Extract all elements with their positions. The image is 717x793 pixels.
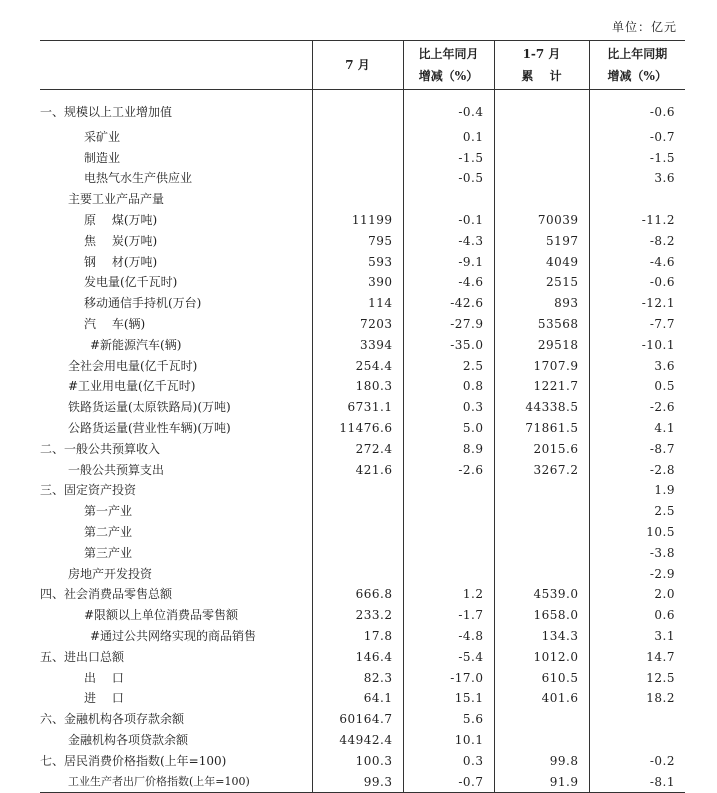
value-cumulative: 99.8 <box>494 751 589 772</box>
value-cumulative: 53568 <box>494 314 589 335</box>
value-cumulative-yoy: -8.7 <box>589 439 685 460</box>
value-month: 233.2 <box>312 605 403 626</box>
value-cumulative-yoy: -4.6 <box>589 252 685 273</box>
table-row <box>40 688 685 709</box>
value-month <box>312 90 403 127</box>
value-cumulative <box>494 709 589 730</box>
value-month: 114 <box>312 293 403 314</box>
value-month-yoy: 0.3 <box>403 751 494 772</box>
table-row <box>40 772 685 793</box>
value-cumulative: 1707.9 <box>494 356 589 377</box>
table-row <box>40 647 685 668</box>
value-month: 7203 <box>312 314 403 335</box>
table-row <box>40 751 685 772</box>
value-cumulative-yoy: 12.5 <box>589 668 685 689</box>
value-cumulative: 70039 <box>494 210 589 231</box>
row-label: 采矿业 <box>84 129 121 144</box>
value-cumulative: 4049 <box>494 252 589 273</box>
value-month: 390 <box>312 272 403 293</box>
table-row <box>40 605 685 626</box>
unit-label: 单位：亿元 <box>611 20 677 34</box>
row-label: 五、进出口总额 <box>40 649 125 664</box>
value-month-yoy: -4.3 <box>403 231 494 252</box>
value-cumulative-yoy: -11.2 <box>589 210 685 231</box>
header-cumulative-yoy <box>589 41 685 90</box>
value-month <box>312 480 403 501</box>
value-cumulative: 44338.5 <box>494 397 589 418</box>
value-cumulative: 134.3 <box>494 626 589 647</box>
value-cumulative: 401.6 <box>494 688 589 709</box>
value-cumulative <box>494 730 589 751</box>
header-indicator <box>40 41 312 90</box>
row-label: #工业用电量(亿千瓦时) <box>68 379 196 394</box>
table-row <box>40 293 685 314</box>
table-row <box>40 543 685 564</box>
value-month-yoy: -0.4 <box>403 90 494 127</box>
row-label: 出 口 <box>84 670 124 685</box>
value-month-yoy <box>403 543 494 564</box>
value-month: 99.3 <box>312 772 403 793</box>
header-month-yoy-line2: 增减（%） <box>418 69 479 83</box>
value-cumulative-yoy: -3.8 <box>589 543 685 564</box>
value-month-yoy: -27.9 <box>403 314 494 335</box>
value-cumulative-yoy: 1.9 <box>589 480 685 501</box>
row-label: 二、一般公共预算收入 <box>40 441 161 456</box>
value-cumulative-yoy: -12.1 <box>589 293 685 314</box>
header-month-label: 7 月 <box>345 58 370 72</box>
value-cumulative: 1221.7 <box>494 376 589 397</box>
value-month-yoy: -9.1 <box>403 252 494 273</box>
row-label: 一般公共预算支出 <box>68 462 165 477</box>
value-cumulative: 3267.2 <box>494 460 589 481</box>
table-row <box>40 376 685 397</box>
table-row <box>40 480 685 501</box>
value-month-yoy: 0.1 <box>403 127 494 148</box>
table-row <box>40 397 685 418</box>
row-label: 焦 炭(万吨) <box>84 233 158 248</box>
value-month-yoy: -2.6 <box>403 460 494 481</box>
value-cumulative: 610.5 <box>494 668 589 689</box>
value-cumulative-yoy: -0.2 <box>589 751 685 772</box>
value-month-yoy: 2.5 <box>403 356 494 377</box>
header-cumulative-line1: 1-7 月 <box>522 47 561 61</box>
header-month-yoy <box>403 41 494 90</box>
value-month <box>312 501 403 522</box>
table-row <box>40 168 685 189</box>
header-cumulative <box>494 41 589 90</box>
value-month: 100.3 <box>312 751 403 772</box>
row-label: 金融机构各项贷款余额 <box>68 732 189 747</box>
value-month-yoy <box>403 564 494 585</box>
header-month <box>312 41 403 90</box>
table-row <box>40 501 685 522</box>
table-row <box>40 127 685 148</box>
value-cumulative-yoy: -0.6 <box>589 90 685 127</box>
value-cumulative: 2015.6 <box>494 439 589 460</box>
value-cumulative: 4539.0 <box>494 584 589 605</box>
value-month: 60164.7 <box>312 709 403 730</box>
value-month: 11199 <box>312 210 403 231</box>
value-month-yoy: -35.0 <box>403 335 494 356</box>
value-cumulative-yoy: -2.6 <box>589 397 685 418</box>
table-row <box>40 626 685 647</box>
value-cumulative-yoy <box>589 189 685 210</box>
value-cumulative: 2515 <box>494 272 589 293</box>
value-cumulative-yoy: -2.8 <box>589 460 685 481</box>
value-cumulative-yoy: -0.6 <box>589 272 685 293</box>
value-month <box>312 564 403 585</box>
value-month: 17.8 <box>312 626 403 647</box>
value-month: 421.6 <box>312 460 403 481</box>
row-label: 房地产开发投资 <box>68 566 153 581</box>
value-month: 254.4 <box>312 356 403 377</box>
statistics-table <box>40 40 685 793</box>
row-label: 发电量(亿千瓦时) <box>84 275 178 290</box>
table-row <box>40 231 685 252</box>
table-body <box>40 90 685 793</box>
value-month: 272.4 <box>312 439 403 460</box>
value-month-yoy <box>403 501 494 522</box>
value-month: 44942.4 <box>312 730 403 751</box>
value-cumulative <box>494 90 589 127</box>
value-month-yoy: 10.1 <box>403 730 494 751</box>
value-cumulative <box>494 501 589 522</box>
value-cumulative <box>494 148 589 169</box>
value-cumulative <box>494 480 589 501</box>
value-cumulative-yoy: -2.9 <box>589 564 685 585</box>
value-month: 593 <box>312 252 403 273</box>
value-month-yoy: -4.8 <box>403 626 494 647</box>
value-cumulative-yoy: 3.6 <box>589 168 685 189</box>
value-month-yoy: -4.6 <box>403 272 494 293</box>
value-month <box>312 148 403 169</box>
row-label: 第二产业 <box>84 524 133 539</box>
value-cumulative: 71861.5 <box>494 418 589 439</box>
row-label: 第三产业 <box>84 545 133 560</box>
value-month <box>312 543 403 564</box>
table-row <box>40 522 685 543</box>
value-cumulative-yoy: 3.1 <box>589 626 685 647</box>
row-label: 四、社会消费品零售总额 <box>40 587 173 602</box>
table-row <box>40 356 685 377</box>
value-cumulative: 5197 <box>494 231 589 252</box>
value-month: 11476.6 <box>312 418 403 439</box>
table-row <box>40 335 685 356</box>
row-label: 公路货运量(营业性车辆)(万吨) <box>68 420 231 435</box>
row-label: 移动通信手持机(万台) <box>84 296 202 311</box>
table-row <box>40 189 685 210</box>
value-cumulative-yoy: -7.7 <box>589 314 685 335</box>
value-cumulative-yoy: -1.5 <box>589 148 685 169</box>
row-label: 六、金融机构各项存款余额 <box>40 712 185 727</box>
table-row <box>40 564 685 585</box>
value-month: 3394 <box>312 335 403 356</box>
value-month-yoy <box>403 522 494 543</box>
header-month-yoy-line1: 比上年同月 <box>418 47 479 61</box>
row-label: 第一产业 <box>84 504 133 519</box>
value-month <box>312 168 403 189</box>
header-cumulative-line2: 累 计 <box>521 69 562 83</box>
value-cumulative-yoy: -0.7 <box>589 127 685 148</box>
row-label: 电热气水生产供应业 <box>84 171 193 186</box>
value-cumulative <box>494 543 589 564</box>
value-month: 64.1 <box>312 688 403 709</box>
row-label: 主要工业产品产量 <box>68 192 165 207</box>
value-month-yoy: 5.0 <box>403 418 494 439</box>
row-label: 进 口 <box>84 691 124 706</box>
table-row <box>40 90 685 127</box>
value-month-yoy: -0.1 <box>403 210 494 231</box>
value-cumulative-yoy: -8.2 <box>589 231 685 252</box>
row-label: 汽 车(辆) <box>84 316 146 331</box>
row-label: #通过公共网络实现的商品销售 <box>90 628 257 643</box>
value-month-yoy: 0.8 <box>403 376 494 397</box>
table-row <box>40 314 685 335</box>
value-month-yoy: -0.5 <box>403 168 494 189</box>
table-row <box>40 210 685 231</box>
value-cumulative <box>494 168 589 189</box>
value-cumulative-yoy: 4.1 <box>589 418 685 439</box>
row-label: 制造业 <box>84 150 121 165</box>
value-month-yoy: -0.7 <box>403 772 494 793</box>
value-month: 82.3 <box>312 668 403 689</box>
value-cumulative-yoy: 10.5 <box>589 522 685 543</box>
value-month-yoy: 15.1 <box>403 688 494 709</box>
value-cumulative <box>494 127 589 148</box>
value-month: 6731.1 <box>312 397 403 418</box>
value-cumulative-yoy: -8.1 <box>589 772 685 793</box>
value-cumulative-yoy: 3.6 <box>589 356 685 377</box>
row-label: 一、规模以上工业增加值 <box>40 105 173 119</box>
value-cumulative-yoy: 14.7 <box>589 647 685 668</box>
value-month-yoy: -5.4 <box>403 647 494 668</box>
header-cumulative-yoy-line2: 增减（%） <box>607 69 667 83</box>
value-cumulative-yoy: 0.5 <box>589 376 685 397</box>
value-month: 795 <box>312 231 403 252</box>
value-month <box>312 127 403 148</box>
value-month-yoy: 1.2 <box>403 584 494 605</box>
value-month-yoy: 0.3 <box>403 397 494 418</box>
table-row <box>40 584 685 605</box>
table-row <box>40 730 685 751</box>
row-label: 铁路货运量(太原铁路局)(万吨) <box>68 400 231 415</box>
table-row <box>40 709 685 730</box>
row-label: 工业生产者出厂价格指数(上年=100) <box>40 772 312 793</box>
value-month <box>312 189 403 210</box>
value-cumulative: 29518 <box>494 335 589 356</box>
value-cumulative: 893 <box>494 293 589 314</box>
row-label: 原 煤(万吨) <box>84 212 158 227</box>
value-month-yoy: 5.6 <box>403 709 494 730</box>
value-month-yoy <box>403 189 494 210</box>
value-month-yoy <box>403 480 494 501</box>
value-month-yoy: -1.7 <box>403 605 494 626</box>
value-month-yoy: -17.0 <box>403 668 494 689</box>
row-label: 七、居民消费价格指数(上年=100) <box>40 753 227 768</box>
value-cumulative: 1012.0 <box>494 647 589 668</box>
row-label: 全社会用电量(亿千瓦时) <box>68 358 198 373</box>
value-cumulative-yoy: -10.1 <box>589 335 685 356</box>
table-row <box>40 148 685 169</box>
header-cumulative-yoy-line1: 比上年同期 <box>607 47 668 61</box>
value-cumulative <box>494 189 589 210</box>
row-label: 三、固定资产投资 <box>40 483 137 498</box>
value-month-yoy: 8.9 <box>403 439 494 460</box>
table-header <box>40 41 685 90</box>
value-month: 180.3 <box>312 376 403 397</box>
table-row <box>40 668 685 689</box>
value-month: 666.8 <box>312 584 403 605</box>
value-cumulative <box>494 522 589 543</box>
table-row <box>40 272 685 293</box>
value-cumulative-yoy <box>589 730 685 751</box>
value-month: 146.4 <box>312 647 403 668</box>
value-cumulative <box>494 564 589 585</box>
row-label: #新能源汽车(辆) <box>90 337 182 352</box>
value-month <box>312 522 403 543</box>
value-cumulative-yoy <box>589 709 685 730</box>
value-cumulative-yoy: 18.2 <box>589 688 685 709</box>
table-row <box>40 252 685 273</box>
value-month-yoy: -42.6 <box>403 293 494 314</box>
value-cumulative-yoy: 2.0 <box>589 584 685 605</box>
table-row <box>40 460 685 481</box>
table-row <box>40 418 685 439</box>
table-row <box>40 439 685 460</box>
value-cumulative: 1658.0 <box>494 605 589 626</box>
value-cumulative-yoy: 2.5 <box>589 501 685 522</box>
row-label: #限额以上单位消费品零售额 <box>84 608 239 623</box>
row-label: 钢 材(万吨) <box>84 254 158 269</box>
value-cumulative-yoy: 0.6 <box>589 605 685 626</box>
value-month-yoy: -1.5 <box>403 148 494 169</box>
value-cumulative: 91.9 <box>494 772 589 793</box>
